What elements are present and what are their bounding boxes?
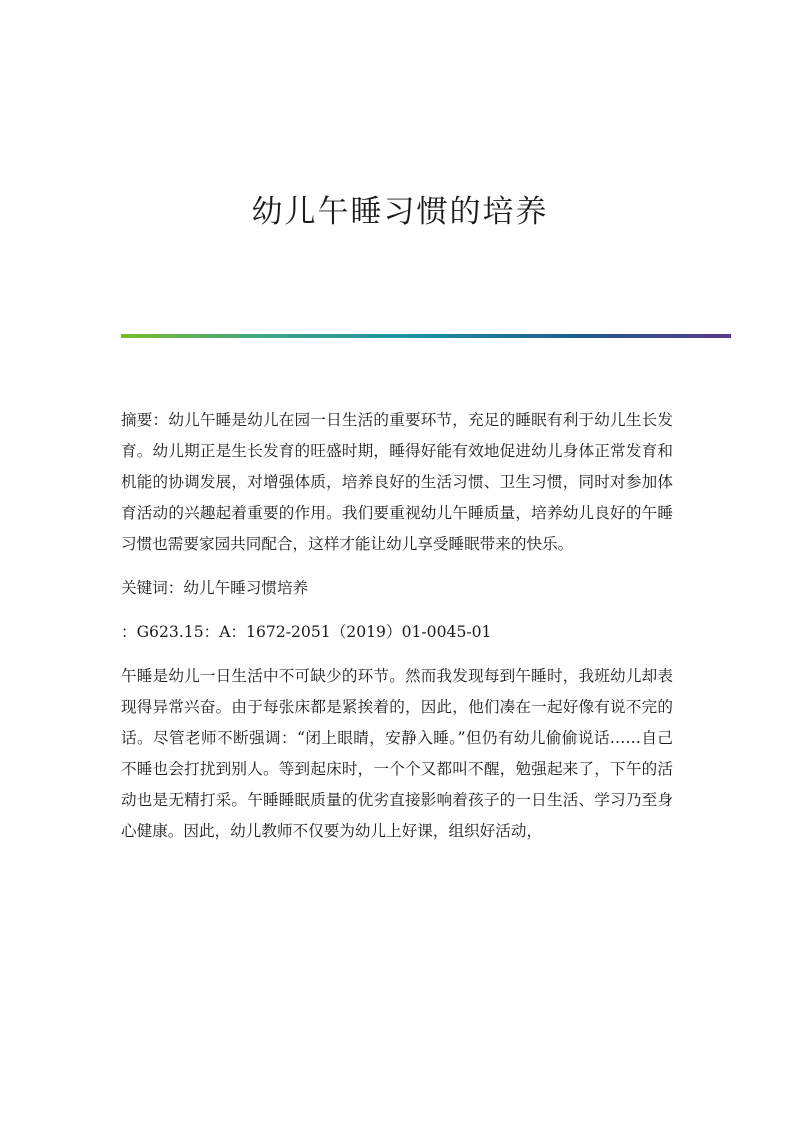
title-divider [121, 334, 731, 338]
abstract-paragraph: 摘要：幼儿午睡是幼儿在园一日生活的重要环节，充足的睡眠有利于幼儿生长发育。幼儿期正是生长发育的旺盛时期，睡得好能有效地促进幼儿身体正常发育和机能的协调发展，对增强体质，培养良好的生活习惯、卫生习惯，同时对参加体育活动的兴趣起着重要的作用。我们要重视幼儿午睡质量，培养幼儿良好的午睡习惯也需要家园共同配合，这样才能让幼儿享受睡眠带来的快乐。 [121, 411, 673, 553]
document-body [121, 405, 673, 860]
document-title: 幼儿午睡习惯的培养 [251, 194, 549, 230]
keywords-line: 关键词：幼儿午睡习惯培养 [121, 579, 309, 597]
body-paragraph: 午睡是幼儿一日生活中不可缺少的环节。然而我发现每到午睡时，我班幼儿却表现得异常兴奋。由于每张床都是紧挨着的，因此，他们凑在一起好像有说不完的话。尽管老师不断强调：“闭上眼睛，安静入睡。”但仍有幼儿偷偷说话……自己不睡也会打扰到别人。等到起床时，一个个又都叫不醒，勉强起来了，下午的活动也是无精打采。午睡睡眠质量的优劣直接影响着孩子的一日生活、学习乃至身心健康。因此，幼儿教师不仅要为幼儿上好课，组织好活动， [121, 667, 673, 840]
classification-line: ：G623.15：A：1672-2051（2019）01-0045-01 [121, 623, 492, 641]
